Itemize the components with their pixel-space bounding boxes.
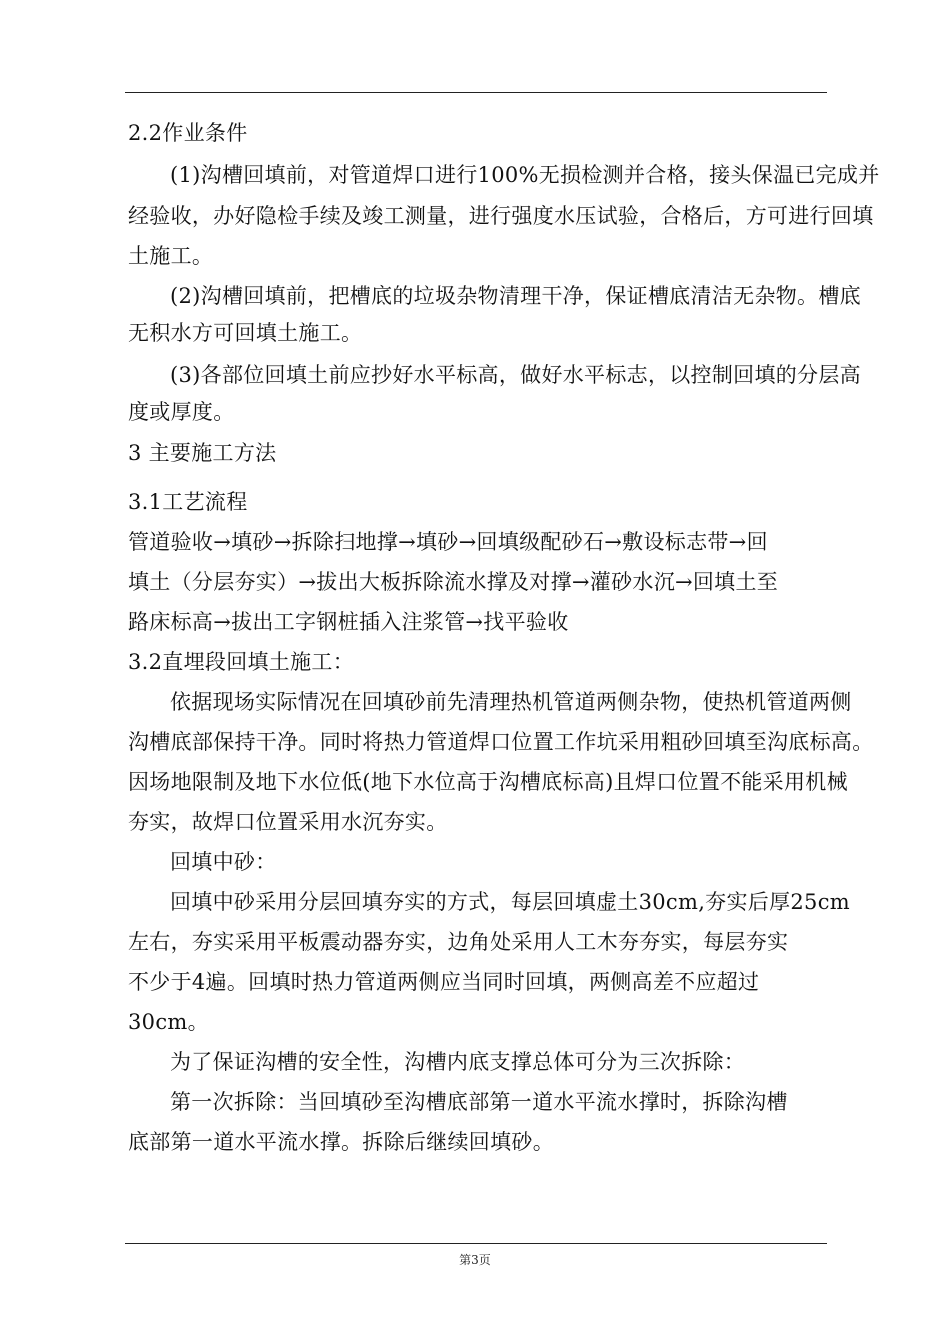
paragraph-line: 夯实，故焊口位置采用水沉夯实。 (128, 810, 448, 834)
paragraph-line: 度或厚度。 (128, 400, 235, 424)
paragraph-line: 无积水方可回填土施工。 (128, 321, 363, 345)
paragraph-line: 不少于4遍。回填时热力管道两侧应当同时回填，两侧高差不应超过 (128, 970, 760, 994)
paragraph-line: 土施工。 (128, 244, 214, 268)
header-rule (125, 92, 827, 93)
section-heading-3-2: 3.2直埋段回填土施工： (128, 650, 354, 674)
paragraph-line: 依据现场实际情况在回填砂前先清理热机管道两侧杂物，使热机管道两侧 (170, 690, 852, 714)
paragraph-line: (2)沟槽回填前，把槽底的垃圾杂物清理干净，保证槽底清洁无杂物。槽底 (170, 284, 861, 308)
page-number: 第3页 (459, 1253, 491, 1267)
process-flow-line: 管道验收→填砂→拆除扫地撑→填砂→回填级配砂石→敷设标志带→回 (128, 530, 768, 554)
paragraph-line: 第一次拆除：当回填砂至沟槽底部第一道水平流水撑时，拆除沟槽 (170, 1090, 788, 1114)
footer-rule (125, 1243, 827, 1244)
paragraph-line: 回填中砂采用分层回填夯实的方式，每层回填虚土30cm,夯实后厚25cm (170, 890, 850, 914)
paragraph-line: 左右，夯实采用平板震动器夯实，边角处采用人工木夯夯实，每层夯实 (128, 930, 789, 954)
paragraph-line: 底部第一道水平流水撑。拆除后继续回填砂。 (128, 1130, 554, 1154)
subheading-fill-sand: 回填中砂： (170, 850, 277, 874)
paragraph-line: 因场地限制及地下水位低(地下水位高于沟槽底标高)且焊口位置不能采用机械 (128, 770, 848, 794)
paragraph-line: 为了保证沟槽的安全性，沟槽内底支撑总体可分为三次拆除： (170, 1050, 746, 1074)
section-heading-3-1: 3.1工艺流程 (128, 490, 248, 514)
paragraph-line: 经验收，办好隐检手续及竣工测量，进行强度水压试验，合格后，方可进行回填 (128, 204, 874, 228)
paragraph-line: (3)各部位回填土前应抄好水平标高，做好水平标志，以控制回填的分层高 (170, 363, 861, 387)
section-heading-3: 3 主要施工方法 (128, 441, 277, 465)
paragraph-line: 沟槽底部保持干净。同时将热力管道焊口位置工作坑采用粗砂回填至沟底标高。 (128, 730, 874, 754)
process-flow-line: 填土（分层夯实）→拔出大板拆除流水撑及对撑→灌砂水沉→回填土至 (128, 570, 779, 594)
paragraph-line: 30cm。 (128, 1010, 209, 1034)
process-flow-line: 路床标高→拔出工字钢桩插入注浆管→找平验收 (128, 610, 569, 634)
paragraph-line: (1)沟槽回填前，对管道焊口进行100%无损检测并合格，接头保温已完成并 (170, 163, 880, 187)
section-heading-2-2: 2.2作业条件 (128, 121, 248, 145)
